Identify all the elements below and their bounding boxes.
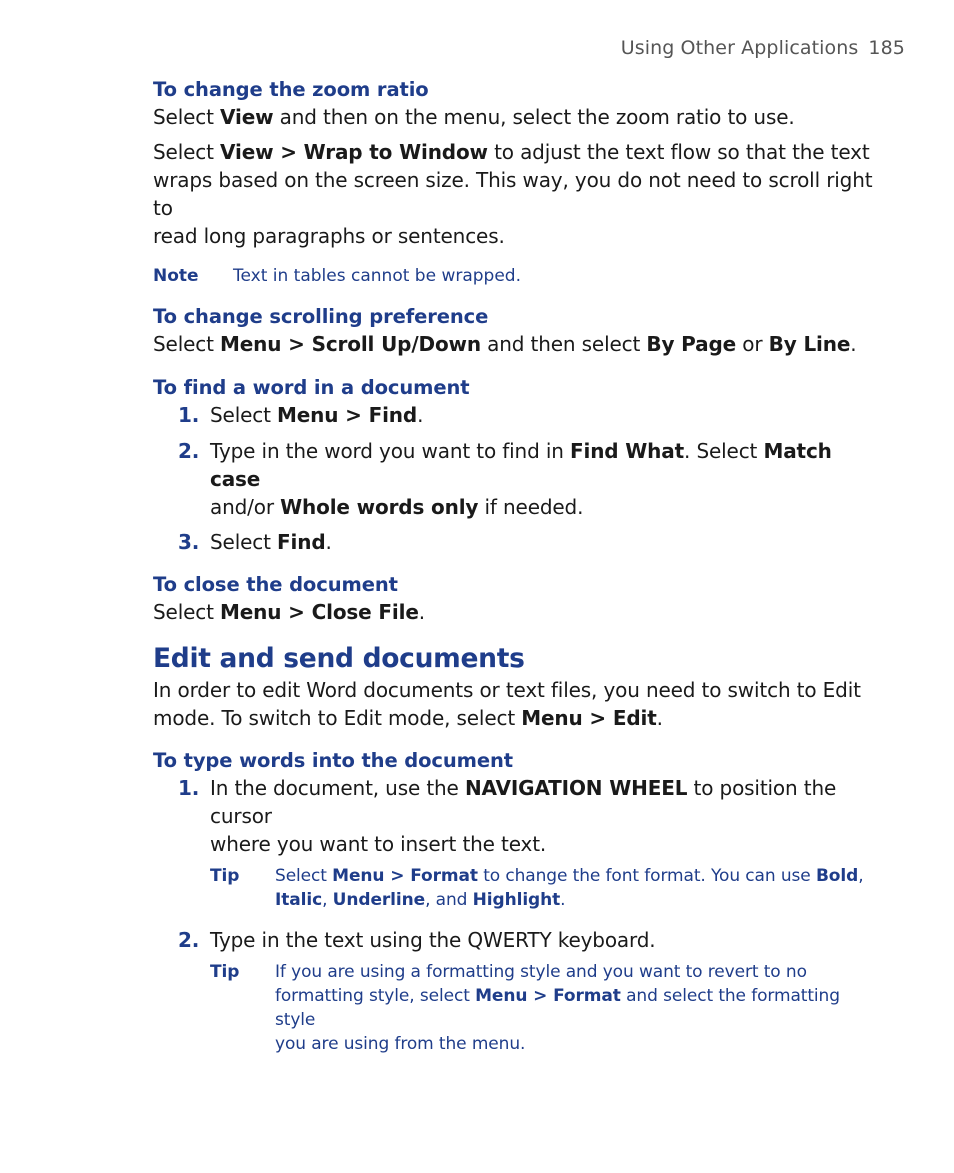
- heading-find-word: To find a word in a document: [153, 376, 470, 399]
- heading-zoom-ratio: To change the zoom ratio: [153, 78, 429, 101]
- paragraph-edit-mode: In order to edit Word documents or text files, you need to switch to Edit mode. To switch to Edit mode, select Menu > Edit.: [153, 678, 861, 730]
- page-number: 185: [868, 37, 905, 59]
- list-item: 3. Select Find.: [178, 530, 332, 554]
- tip-text: If you are using a formatting style and you want to revert to no formatting style, select Menu > Format and select the formatting style you are using from the menu.: [275, 962, 840, 1054]
- note-text: Text in tables cannot be wrapped.: [233, 266, 521, 286]
- tip-label: Tip: [210, 962, 240, 982]
- note-label: Note: [153, 266, 199, 286]
- heading-type-words: To type words into the document: [153, 749, 514, 772]
- paragraph-close: Select Menu > Close File.: [153, 600, 425, 624]
- tip-box: [210, 864, 873, 912]
- find-steps-list: [153, 401, 873, 556]
- tip-box: [210, 960, 873, 1056]
- running-header: [621, 37, 905, 59]
- list-item: 2. Type in the word you want to find in Find What. Select Match case and/or Whole words only if needed.: [178, 439, 832, 519]
- tip-text: Select Menu > Format to change the font format. You can use Bold, Italic, Underline, and Highlight.: [275, 866, 864, 910]
- list-item: 1. Select Menu > Find.: [178, 403, 424, 427]
- section-heading-edit-send: Edit and send documents: [153, 643, 525, 674]
- tip-label: Tip: [210, 866, 240, 886]
- page-content: [153, 77, 873, 1056]
- paragraph-scrolling: Select Menu > Scroll Up/Down and then select By Page or By Line.: [153, 332, 857, 356]
- paragraph-zoom-select: Select View and then on the menu, select the zoom ratio to use.: [153, 105, 795, 129]
- list-item: 1. In the document, use the NAVIGATION WHEEL to position the cursor where you want to insert the text.: [178, 776, 837, 856]
- paragraph-wrap-window: Select View > Wrap to Window to adjust the text flow so that the text wraps based on the screen size. This way, you do not need to scroll right to read long paragraphs or sentences.: [153, 140, 873, 248]
- section-title: Using Other Applications: [620, 37, 859, 59]
- list-item: 2. Type in the text using the QWERTY keyboard.: [178, 928, 656, 952]
- note-box: [153, 264, 873, 288]
- heading-scrolling: To change scrolling preference: [153, 305, 489, 328]
- heading-close-document: To close the document: [153, 573, 398, 596]
